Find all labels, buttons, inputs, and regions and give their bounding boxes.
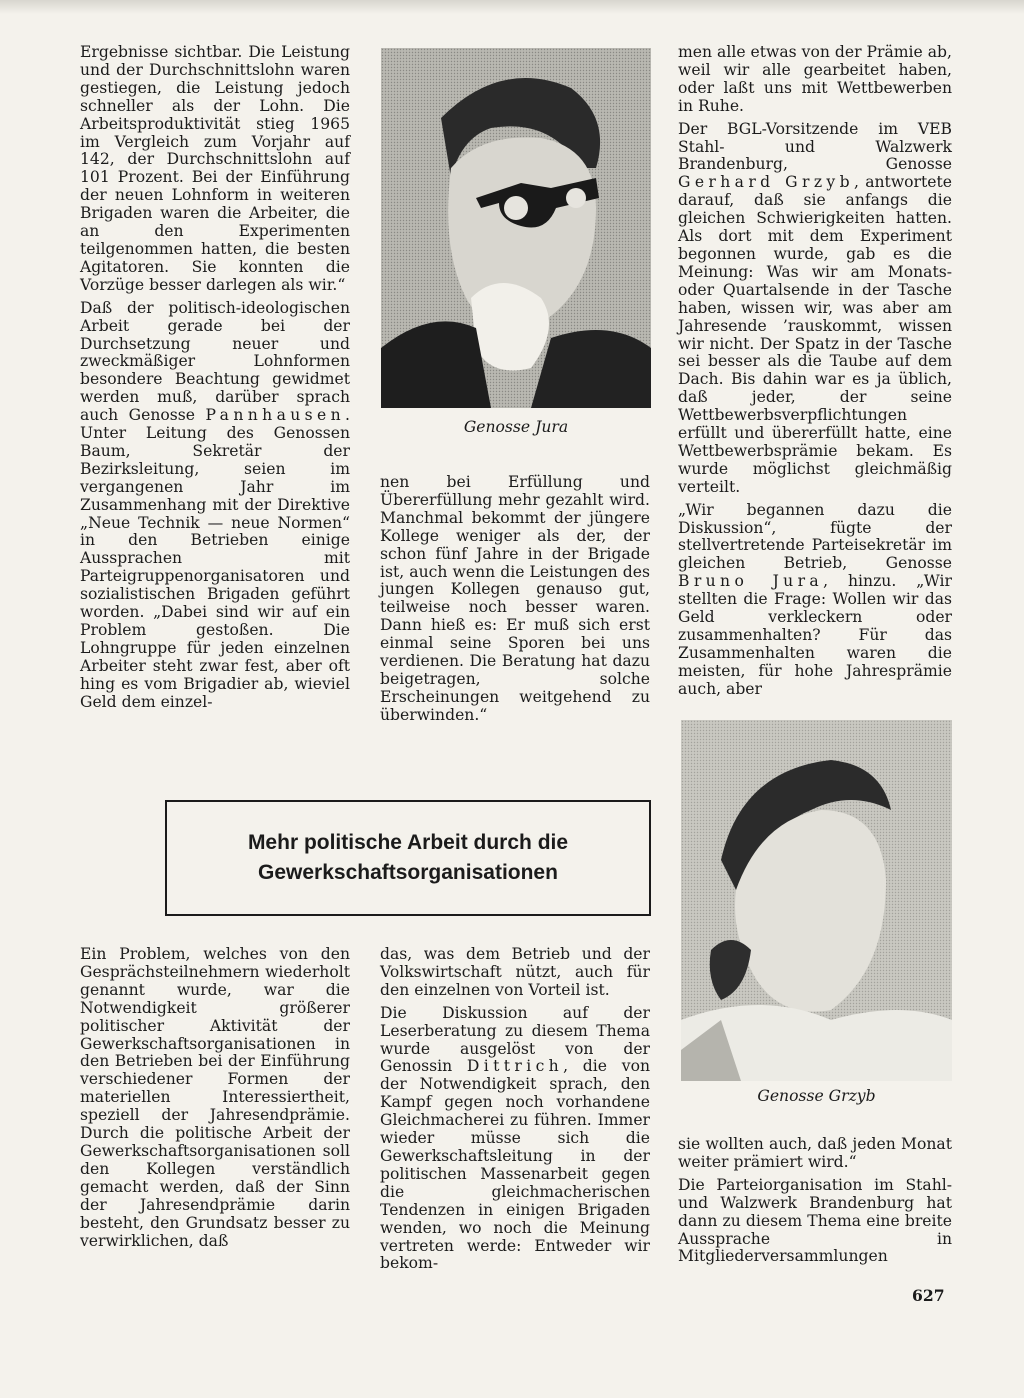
page-number: 627 bbox=[912, 1286, 945, 1305]
paragraph: Die Parteiorganisation im Stahl- und Walzwerk Brandenburg hat dann zu diesem Thema eine breite Aussprache in Mitgliederversammlungen bbox=[678, 1175, 952, 1266]
text-column-1-bottom bbox=[80, 946, 350, 1255]
spaced-name: Bruno Jura bbox=[678, 572, 824, 591]
photo-caption: Genosse Grzyb bbox=[757, 1087, 876, 1105]
text-column-3-top bbox=[678, 44, 952, 704]
portrait-image bbox=[381, 48, 651, 408]
text-run: „Wir begannen dazu die Diskussion“, fügte der stellvertretende Parteisekretär im gleichen Betrieb, Genosse bbox=[678, 500, 952, 573]
spaced-name: Dittrich bbox=[466, 1057, 564, 1076]
text-run: Der BGL-Vorsitzende im VEB Stahl- und Walzwerk Brandenburg, Genosse bbox=[678, 119, 952, 174]
paragraph: Ein Problem, welches von den Gesprächsteilnehmern wiederholt genannt wurde, war die Notwendigkeit größerer politischer Aktivität der Gewerkschaftsorganisationen in den Betrieben bei der Einführung verschiedener Formen der materiellen Interessiertheit, speziell der Jahresendprämie. Durch die politische Arbeit der Gewerkschaftsorganisationen soll den Kollegen verständlich gemacht werden, daß der Sinn der Jahresendprämie darin besteht, den Grundsatz besser zu verwirklichen, daß bbox=[80, 945, 350, 1250]
headline-box bbox=[165, 800, 651, 916]
photo-genosse-grzyb bbox=[681, 720, 952, 1081]
text-run: , antwortete darauf, daß sie anfangs die gleichen Schwierigkeiten hatten. Als dort mit dem Experiment begonnen wurde, gab es die Meinung: Was wir am Monats- oder Quartalsende in der Tasche haben, wissen wir, was aber am Jahresende ’rauskommt, wissen wir nicht. Der Spatz in der Tasche sei besser als die Taube auf dem Dach. Bis dahin war es ja üblich, daß jeder, der seine Wettbewerbsverpflichtungen erfüllt und übererfüllt hatte, eine Wettbewerbsprämie bekam. Es wurde möglichst gleichmäßig verteilt. bbox=[678, 173, 952, 496]
text-column-2-bottom bbox=[380, 946, 650, 1278]
paragraph bbox=[678, 121, 952, 497]
paragraph: men alle etwas von der Prämie ab, weil wir alle gearbeitet haben, oder laßt uns mit Wettbewerben in Ruhe. bbox=[678, 43, 952, 115]
paragraph: Ergebnisse sichtbar. Die Leistung und der Durchschnittslohn waren gestiegen, die Leistung jedoch schneller als der Lohn. Die Arbeitsproduktivität stieg 1965 im Vergleich zum Vorjahr auf 142, der Durchschnittslohn auf 101 Prozent. Bei der Einführung der neuen Lohnform in weiteren Brigaden waren die Arbeiter, die an den Experimenten teilgenommen hatten, die besten Agitatoren. Sie konnten die Vorzüge besser darlegen als wir.“ bbox=[80, 43, 350, 294]
scan-edge bbox=[0, 0, 1024, 14]
text-column-1-top bbox=[80, 44, 350, 717]
headline-line: Mehr politische Arbeit durch die bbox=[247, 831, 569, 854]
paragraph bbox=[380, 1005, 650, 1274]
section-headline bbox=[248, 828, 568, 888]
text-run: . Unter Leitung des Genossen Baum, Sekretär der Bezirksleitung, seien im vergangenen Jahr im Zusammenhang mit der Direktive „Neue Technik — neue Normen“ in den Betrieben einige Aussprachen mit Parteigruppenorganisatoren und sozialistischen Brigaden geführt worden. „Dabei sind wir auf ein Problem gestoßen. Die Lohngruppe für jeden einzelnen Arbeiter steht zwar fest, aber oft hing es vom Brigadier ab, wieviel Geld dem einzel- bbox=[80, 406, 350, 711]
text-run: , die von der Notwendigkeit sprach, den Kampf gegen noch vorhandene Gleichmacherei zu führen. Immer wieder müsse sich die Gewerkschaftsleitung in der politischen Massenarbeit gegen die gleichmacherischen Tendenzen in einigen Brigaden wenden, wo noch die Meinung vertreten werde: Entweder wir bekom- bbox=[380, 1057, 650, 1273]
paragraph: das, was dem Betrieb und der Volkswirtschaft nützt, auch für den einzelnen von Vorteil ist. bbox=[380, 945, 650, 999]
spaced-name: Pannhausen bbox=[205, 406, 346, 425]
text-run: Daß der politisch-ideologischen Arbeit gerade bei der Durchsetzung neuer und zweckmäßiger Lohnformen besondere Beachtung gewidmet werden muß, darüber sprach auch Genosse bbox=[80, 298, 350, 425]
paragraph: nen bei Erfüllung und Übererfüllung mehr gezahlt wird. Manchmal bekommt der jüngere Kollege weniger als der, der schon fünf Jahre in der Brigade ist, auch wenn die Leistungen des jungen Kollegen genauso gut, teilweise noch besser waren. Dann hieß es: Er muß sich erst einmal seine Sporen bei uns verdienen. Die Beratung hat dazu beigetragen, solche Erscheinungen weitgehend zu überwinden.“ bbox=[380, 473, 650, 724]
paragraph bbox=[678, 502, 952, 699]
portrait-image bbox=[681, 720, 952, 1081]
paragraph: sie wollten auch, daß jeden Monat weiter prämiert wird.“ bbox=[678, 1135, 952, 1171]
paragraph bbox=[80, 300, 350, 712]
text-column-2-middle bbox=[380, 474, 650, 730]
text-column-3-bottom bbox=[678, 1136, 952, 1271]
text-run: , hinzu. „Wir stellten die Frage: Wollen wir das Geld verkleckern oder zusammenhalten? Für das Zusammenhalten waren die meisten, für hohe Jahresprämie auch, aber bbox=[678, 572, 952, 698]
headline-line: Gewerkschaftsorganisationen bbox=[258, 861, 558, 884]
text-run: Die Diskussion auf der Leserberatung zu diesem Thema wurde ausgelöst von der Genossin bbox=[380, 1003, 650, 1076]
photo-genosse-jura bbox=[381, 48, 651, 408]
photo-caption: Genosse Jura bbox=[463, 418, 569, 436]
spaced-name: Gerhard Grzyb bbox=[678, 173, 854, 192]
